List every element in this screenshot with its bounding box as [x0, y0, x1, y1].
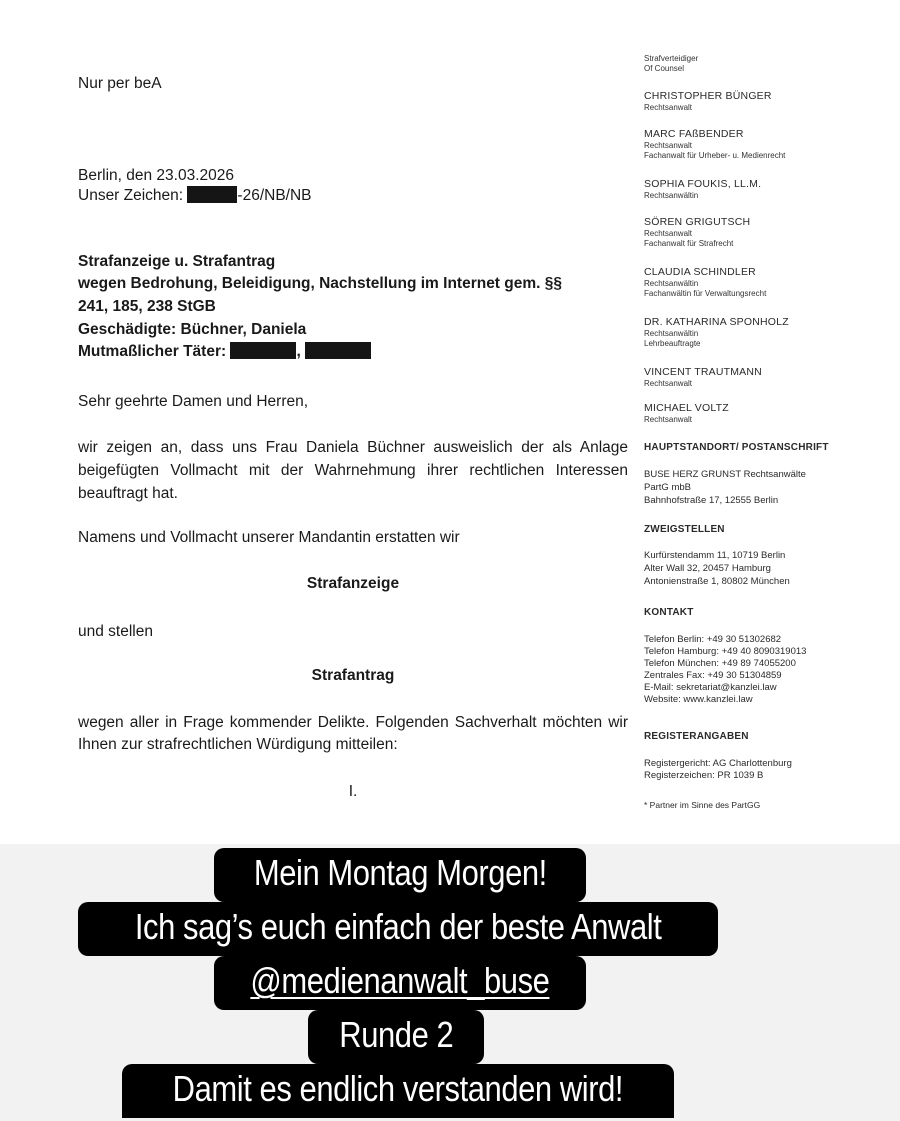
- reference-suffix: -26/NB/NB: [237, 187, 312, 204]
- lawyer-title: Fachanwalt für Urheber- u. Medienrecht: [644, 151, 786, 160]
- contact-line-3: Telefon München: +49 89 74055200: [644, 658, 796, 669]
- delivery-note: Nur per beA: [78, 75, 162, 92]
- caption-line-2: [78, 902, 718, 956]
- lawyer-name: VINCENT TRAUTMANN: [644, 366, 762, 378]
- caption-line-5: [122, 1064, 674, 1118]
- hq-heading: HAUPTSTANDORT/ POSTANSCHRIFT: [644, 442, 829, 453]
- branch-line-3: Antonienstraße 1, 80802 München: [644, 576, 790, 587]
- lawyer-title: Rechtsanwältin: [644, 279, 699, 288]
- lawyer-title: Rechtsanwalt: [644, 415, 693, 424]
- story-overlay-area: [0, 844, 900, 1121]
- contact-line-2: Telefon Hamburg: +49 40 8090319013: [644, 646, 807, 657]
- lawyer-title: Rechtsanwältin: [644, 191, 699, 200]
- top-margin: [0, 0, 900, 52]
- lawyer-name: SÖREN GRIGUTSCH: [644, 216, 751, 228]
- lawyer-name: MARC FAßBENDER: [644, 128, 744, 140]
- redaction-box: [187, 186, 237, 203]
- lawyer-name: MICHAEL VOLTZ: [644, 402, 729, 414]
- lawyer-title: Rechtsanwalt: [644, 103, 693, 112]
- contact-email: E-Mail: sekretariat@kanzlei.law: [644, 682, 777, 693]
- reference-line: [78, 186, 312, 206]
- lawyer-name: SOPHIA FOUKIS, LL.M.: [644, 178, 762, 190]
- lawyer-name: CLAUDIA SCHINDLER: [644, 266, 756, 278]
- caption-line-3[interactable]: [214, 956, 586, 1010]
- reference-label: Unser Zeichen:: [78, 187, 184, 204]
- section-number: I.: [348, 783, 358, 800]
- letter-page: [0, 52, 900, 844]
- lawyer-name: DR. KATHARINA SPONHOLZ: [644, 316, 789, 328]
- contact-heading: KONTAKT: [644, 607, 694, 618]
- subject-line-3: 241, 185, 238 StGB: [78, 298, 216, 315]
- branches-heading: ZWEIGSTELLEN: [644, 524, 725, 535]
- caption-text-5: Damit es endlich verstanden wird!: [172, 1068, 624, 1109]
- lawyer-title: Fachanwalt für Strafrecht: [644, 239, 734, 248]
- hq-line-3: Bahnhofstraße 17, 12555 Berlin: [644, 495, 779, 506]
- subject-line-1: Strafanzeige u. Strafantrag: [78, 253, 276, 270]
- caption-text-2: Ich sag’s euch einfach der beste Anwalt: [134, 906, 662, 947]
- mention-link[interactable]: @medienanwalt_buse: [250, 960, 550, 1001]
- heading-strafanzeige: Strafanzeige: [306, 575, 400, 592]
- register-heading: REGISTERANGABEN: [644, 731, 749, 742]
- partner-note: * Partner im Sinne des PartGG: [644, 800, 761, 810]
- caption-line-1: [214, 848, 586, 902]
- redaction-box: [230, 342, 296, 359]
- lawyer-title: Rechtsanwalt: [644, 141, 693, 150]
- redaction-box: [305, 342, 371, 359]
- date-line: Berlin, den 23.03.2026: [78, 167, 234, 184]
- paragraph-2: Namens und Vollmacht unserer Mandantin erstatten wir: [78, 529, 460, 546]
- paragraph-3: und stellen: [78, 623, 153, 640]
- lawyer-name: CHRISTOPHER BÜNGER: [644, 90, 772, 102]
- lawyer-title: Rechtsanwalt: [644, 229, 693, 238]
- branch-line-2: Alter Wall 32, 20457 Hamburg: [644, 563, 771, 574]
- paragraph-1: wir zeigen an, dass uns Frau Daniela Büchner ausweislich der als Anlage beigefügten Vollmacht mit der Wahrnehmung ihrer rechtlichen Interessen beauftragt hat.: [78, 439, 628, 502]
- hq-line-1: BUSE HERZ GRUNST Rechtsanwälte: [644, 469, 806, 480]
- caption-text-4: Runde 2: [338, 1014, 454, 1055]
- contact-line-1: Telefon Berlin: +49 30 51302682: [644, 634, 782, 645]
- branch-line-1: Kurfürstendamm 11, 10719 Berlin: [644, 550, 786, 561]
- register-line-1: Registergericht: AG Charlottenburg: [644, 758, 792, 769]
- lawyer-title: Lehrbeauftragte: [644, 339, 701, 348]
- contact-website: Website: www.kanzlei.law: [644, 694, 753, 705]
- suspect-label: Mutmaßlicher Täter:: [78, 343, 227, 360]
- heading-strafantrag: Strafantrag: [311, 667, 395, 684]
- subject-line-4: Geschädigte: Büchner, Daniela: [78, 321, 307, 338]
- caption-line-4: [308, 1010, 484, 1064]
- counsel-line-2: Of Counsel: [644, 64, 685, 73]
- salutation: Sehr geehrte Damen und Herren,: [78, 393, 309, 410]
- paragraph-4: wegen aller in Frage kommender Delikte. Folgenden Sachverhalt möchten wir Ihnen zur strafrechtlichen Würdigung mitteilen:: [78, 714, 628, 753]
- subject-line-5: Mutmaßlicher Täter: ,: [78, 342, 371, 362]
- contact-line-4: Zentrales Fax: +49 30 51304859: [644, 670, 782, 681]
- caption-text-1: Mein Montag Morgen!: [253, 852, 547, 893]
- lawyer-title: Fachanwältin für Verwaltungsrecht: [644, 289, 767, 298]
- register-line-2: Registerzeichen: PR 1039 B: [644, 770, 764, 781]
- counsel-line-1: Strafverteidiger: [644, 54, 699, 63]
- subject-line-2: wegen Bedrohung, Beleidigung, Nachstellung im Internet gem. §§: [78, 275, 563, 292]
- lawyer-title: Rechtsanwalt: [644, 379, 693, 388]
- hq-line-2: PartG mbB: [644, 482, 691, 493]
- lawyer-title: Rechtsanwältin: [644, 329, 699, 338]
